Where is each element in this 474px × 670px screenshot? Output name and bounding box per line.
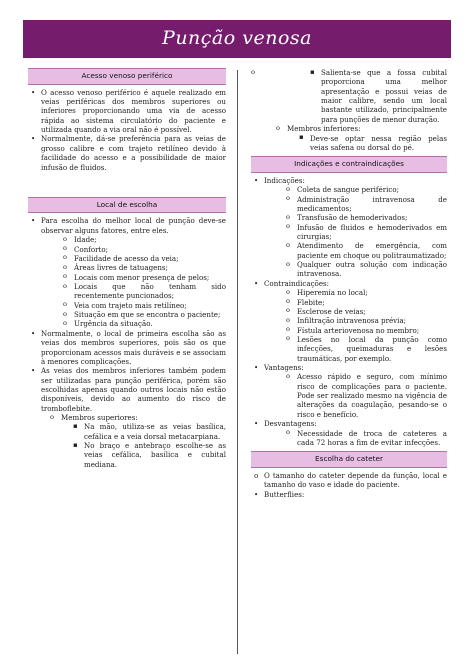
list-item: o O tamanho do cateter depende da função, local e tamanho do vaso e idade do paciente. bbox=[251, 471, 447, 490]
contraindicacoes-label: Contraindicações: bbox=[264, 278, 330, 288]
local-intro: Para escolha do melhor local de punção deve-se observar alguns fatores, entre eles. bbox=[41, 216, 226, 235]
continued-sub2 bbox=[298, 68, 447, 124]
vantagens-items bbox=[264, 372, 447, 419]
list-item: ▪ No braço e antebraço escolhe-se as veias cefálica, basílica e cubital mediana. bbox=[73, 441, 226, 469]
indicacoes-items bbox=[264, 185, 447, 279]
list-item bbox=[251, 68, 447, 124]
list-item: o Fístula arteriovenosa no membro; bbox=[286, 326, 447, 335]
contraindicacoes-items bbox=[264, 288, 447, 363]
list-item bbox=[251, 363, 447, 419]
indicacoes-list bbox=[251, 176, 447, 447]
list-item: o Esclerose de veias; bbox=[286, 307, 447, 316]
section-heading-indicacoes: Indicações e contraindicações bbox=[251, 156, 447, 173]
right-column bbox=[251, 68, 447, 499]
list-item: o Locais com menor presença de pelos; bbox=[63, 273, 226, 282]
page-title: Punção venosa bbox=[162, 27, 312, 50]
continued-sub bbox=[251, 68, 447, 124]
lower-limb-list bbox=[251, 124, 447, 152]
list-item: • As veias dos membros inferiores também podem ser utilizadas para punção periférica, porém são escolhidas apenas quando outros locais não estão disponíveis, devido ao aumento do risco de tromboflebite. bbox=[28, 366, 226, 413]
lower-limb-items bbox=[287, 134, 447, 153]
upper-limb-list bbox=[28, 413, 226, 469]
list-item: o Hiperemia no local; bbox=[286, 288, 447, 297]
list-item: o Transfusão de hemoderivados; bbox=[286, 213, 447, 222]
cateter-list bbox=[251, 471, 447, 499]
desvantagens-items bbox=[264, 429, 447, 448]
list-item: o Locais que não tenham sido recentemente puncionados; bbox=[63, 282, 226, 301]
section-heading-acesso: Acesso venoso periférico bbox=[28, 68, 226, 85]
upper-limb-items bbox=[61, 422, 226, 469]
list-item: o Lesões no local da punção como infecções, queimaduras e lesões traumáticas, por exemplo. bbox=[286, 335, 447, 363]
list-item: o Veia com trajeto mais retilíneo; bbox=[63, 301, 226, 310]
left-column bbox=[28, 68, 226, 469]
list-item bbox=[276, 124, 447, 152]
list-item: • Normalmente, dá-se preferência para as veias de grosso calibre e com trajeto retilíneo devido à facilidade do acesso e a possibilidade de maior infusão de fluidos. bbox=[28, 134, 226, 171]
list-item: ▪ o Salienta-se que a fossa cubital proporciona uma melhor apresentação e possui veias de maior calibre, sendo um local bastante utilizado, principalmente para punções de menor duração. bbox=[310, 68, 447, 124]
list-item: o Áreas livres de tatuagens; bbox=[63, 263, 226, 272]
local-list bbox=[28, 216, 226, 469]
list-item bbox=[28, 216, 226, 328]
list-item: o Necessidade de troca de cateteres a cada 72 horas a fim de evitar infecções. bbox=[286, 429, 447, 448]
list-item: • O acesso venoso periférico é aquele realizado em veias periféricas dos membros superiores ou inferiores proporcionando uma via de acesso rápida ao sistema circulatório do paciente e utilizada quando a via oral não é possível. bbox=[28, 88, 226, 135]
list-item: o Coleta de sangue periférico; bbox=[286, 185, 447, 194]
lower-limb-label: Membros inferiores: bbox=[287, 124, 361, 134]
list-item: o Facilidade de acesso da veia; bbox=[63, 254, 226, 263]
list-item: ▪ Deve-se optar nessa região pelas veias safena ou dorsal do pé. bbox=[299, 134, 447, 153]
list-item: o Flebite; bbox=[286, 298, 447, 307]
list-item bbox=[251, 279, 447, 363]
list-item: o Atendimento de emergência, com paciente em choque ou politraumatizado; bbox=[286, 241, 447, 260]
list-item: o Urgência da situação. bbox=[63, 319, 226, 328]
list-item bbox=[251, 68, 447, 124]
list-item: o Situação em que se encontra o paciente; bbox=[63, 310, 226, 319]
factors-list bbox=[41, 235, 226, 329]
list-item: o Conforto; bbox=[63, 245, 226, 254]
list-item: • Normalmente, o local de primeira escolha são as veias dos membros superiores, pois são os que proporcionam acessos mais duráveis e se associam à menores complicações. bbox=[28, 329, 226, 366]
list-item bbox=[251, 176, 447, 279]
section-heading-cateter: Escolha do cateter bbox=[251, 451, 447, 468]
indicacoes-label: Indicações: bbox=[264, 175, 305, 185]
list-item: o Infiltração intravenosa prévia; bbox=[286, 316, 447, 325]
list-item: o Qualquer outra solução com indicação intravenosa. bbox=[286, 260, 447, 279]
list-item bbox=[50, 413, 226, 469]
upper-limb-label: Membros superiores: bbox=[61, 413, 138, 423]
list-item: o Administração intravenosa de medicamentos; bbox=[286, 195, 447, 214]
list-item: ▪ Na mão, utiliza-se as veias basílica, cefálica e a veia dorsal metacarpiana. bbox=[73, 422, 226, 441]
desvantagens-label: Desvantagens: bbox=[264, 419, 317, 429]
title-banner bbox=[23, 20, 451, 58]
vantagens-label: Vantagens: bbox=[264, 363, 304, 373]
list-item: o Infusão de fluidos e hemoderivados em cirurgias; bbox=[286, 223, 447, 242]
list-item: • Butterflies: bbox=[251, 490, 447, 499]
acesso-list bbox=[28, 88, 226, 172]
list-item bbox=[28, 413, 226, 469]
continued-list bbox=[251, 68, 447, 124]
list-item: o Idade; bbox=[63, 235, 226, 244]
list-item: o Acesso rápido e seguro, com mínimo risco de complicações para o paciente. Pode ser realizado mesmo na vigência de alterações da coagulação, pesando-se o risco e benefício. bbox=[286, 372, 447, 419]
list-item bbox=[251, 419, 447, 447]
column-divider bbox=[237, 70, 238, 654]
section-heading-local: Local de escolha bbox=[28, 197, 226, 214]
